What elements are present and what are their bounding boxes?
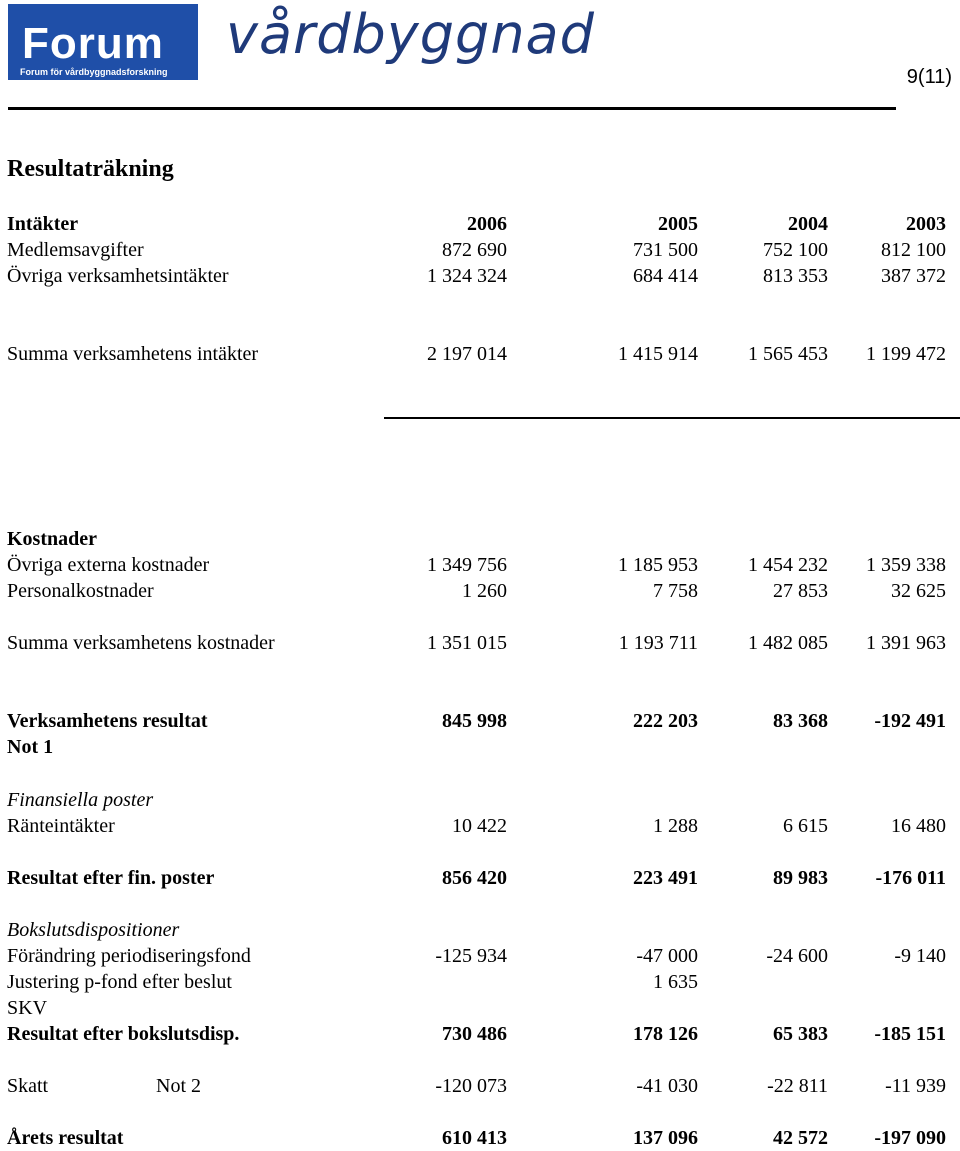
cell-2005: 7 758 — [653, 580, 698, 602]
row-label: Resultat efter fin. poster — [7, 867, 215, 889]
cell-2005: 1 635 — [653, 971, 698, 993]
cell-2003: 387 372 — [881, 265, 946, 287]
year-2005: 2005 — [658, 213, 698, 235]
cell-2004: 1 565 453 — [748, 343, 828, 365]
table-row — [0, 1125, 960, 1151]
row-label: Årets resultat — [7, 1127, 124, 1149]
section-heading-row — [0, 526, 960, 552]
cell-2003: 16 480 — [891, 815, 946, 837]
cell-2003: -9 140 — [894, 945, 946, 967]
cell-2005: 1 288 — [653, 815, 698, 837]
row-label: Ränteintäkter — [7, 815, 115, 837]
cell-2006: 730 486 — [442, 1023, 507, 1045]
cell-2004: 1 454 232 — [748, 554, 828, 576]
row-label: Personalkostnader — [7, 580, 154, 602]
row-label: Resultat efter bokslutsdisp. — [7, 1023, 240, 1045]
section-divider — [384, 417, 960, 419]
document-title: Resultaträkning — [7, 156, 174, 182]
cell-2003: 32 625 — [891, 580, 946, 602]
row-label: Övriga verksamhetsintäkter — [7, 265, 229, 287]
section-heading-row — [0, 787, 960, 813]
cell-2005: 178 126 — [633, 1023, 698, 1045]
cell-2006: 845 998 — [442, 710, 507, 732]
row-label: Summa verksamhetens intäkter — [7, 343, 259, 365]
cell-2006: 610 413 — [442, 1127, 507, 1149]
row-label: SKV — [7, 997, 48, 1019]
row-label: Finansiella poster — [7, 789, 154, 811]
table-row — [0, 1021, 960, 1047]
year-2004: 2004 — [788, 213, 828, 235]
row-label: Summa verksamhetens kostnader — [7, 632, 275, 654]
cell-2003: 1 359 338 — [866, 554, 946, 576]
table-row — [0, 578, 960, 604]
logo-subtext: Forum för vårdbyggnadsforskning — [20, 67, 168, 77]
header-rule — [8, 107, 896, 110]
page-number: 9(11) — [906, 66, 952, 88]
cell-2006: 856 420 — [442, 867, 507, 889]
cell-2006: 872 690 — [442, 239, 507, 261]
table-row — [0, 708, 960, 734]
row-label: Kostnader — [7, 528, 97, 550]
cell-2006: 1 324 324 — [427, 265, 507, 287]
cell-2005: 1 415 914 — [618, 343, 698, 365]
cell-2004: 6 615 — [783, 815, 828, 837]
cell-2005: -41 030 — [636, 1075, 698, 1097]
row-label: Bokslutsdispositioner — [7, 919, 180, 941]
row-label: Justering p-fond efter beslut — [7, 971, 232, 993]
table-row — [0, 1073, 960, 1099]
table-row — [0, 263, 960, 289]
cell-2004: 1 482 085 — [748, 632, 828, 654]
cell-2004: -22 811 — [767, 1075, 828, 1097]
table-row — [0, 341, 960, 367]
note-row — [0, 734, 960, 760]
year-header-row — [0, 211, 960, 237]
cell-2003: 812 100 — [881, 239, 946, 261]
cell-2004: -24 600 — [766, 945, 828, 967]
table-row — [0, 630, 960, 656]
table-row — [0, 995, 960, 1021]
cell-2003: -197 090 — [874, 1127, 946, 1149]
row-label: Verksamhetens resultat — [7, 710, 208, 732]
cell-2005: -47 000 — [636, 945, 698, 967]
cell-2006: 2 197 014 — [427, 343, 507, 365]
cell-2003: -192 491 — [874, 710, 946, 732]
row-label: Förändring periodiseringsfond — [7, 945, 251, 967]
cell-2004: 27 853 — [773, 580, 828, 602]
cell-2006: 10 422 — [452, 815, 507, 837]
cell-2005: 1 193 711 — [618, 632, 698, 654]
cell-2004: 813 353 — [763, 265, 828, 287]
cell-2004: 42 572 — [773, 1127, 828, 1149]
cell-2006: 1 351 015 — [427, 632, 507, 654]
cell-2006: -125 934 — [435, 945, 507, 967]
cell-2003: 1 391 963 — [866, 632, 946, 654]
year-2006: 2006 — [467, 213, 507, 235]
cell-2003: -176 011 — [875, 867, 946, 889]
cell-2005: 222 203 — [633, 710, 698, 732]
cell-2005: 137 096 — [633, 1127, 698, 1149]
table-row — [0, 865, 960, 891]
table-row — [0, 813, 960, 839]
cell-2003: 1 199 472 — [866, 343, 946, 365]
year-2003: 2003 — [906, 213, 946, 235]
cell-2004: 83 368 — [773, 710, 828, 732]
cell-2005: 731 500 — [633, 239, 698, 261]
table-row — [0, 969, 960, 995]
logo-text: Forum — [22, 19, 164, 68]
note-reference: Not 1 — [7, 736, 54, 758]
logo-box — [8, 4, 198, 80]
cell-2006: 1 349 756 — [427, 554, 507, 576]
section-heading-row — [0, 917, 960, 943]
row-label: Intäkter — [7, 213, 79, 235]
row-label: Skatt — [7, 1075, 49, 1097]
note-reference: Not 2 — [156, 1075, 201, 1097]
cell-2005: 1 185 953 — [618, 554, 698, 576]
cell-2004: 752 100 — [763, 239, 828, 261]
cell-2006: 1 260 — [462, 580, 507, 602]
row-label: Övriga externa kostnader — [7, 554, 210, 576]
cell-2005: 684 414 — [633, 265, 698, 287]
table-row — [0, 943, 960, 969]
cell-2003: -11 939 — [885, 1075, 946, 1097]
logo-title: vårdbyggnad — [226, 3, 595, 66]
cell-2004: 65 383 — [773, 1023, 828, 1045]
cell-2004: 89 983 — [773, 867, 828, 889]
table-row — [0, 552, 960, 578]
row-label: Medlemsavgifter — [7, 239, 144, 261]
table-row — [0, 237, 960, 263]
cell-2006: -120 073 — [435, 1075, 507, 1097]
cell-2005: 223 491 — [633, 867, 698, 889]
cell-2003: -185 151 — [874, 1023, 946, 1045]
